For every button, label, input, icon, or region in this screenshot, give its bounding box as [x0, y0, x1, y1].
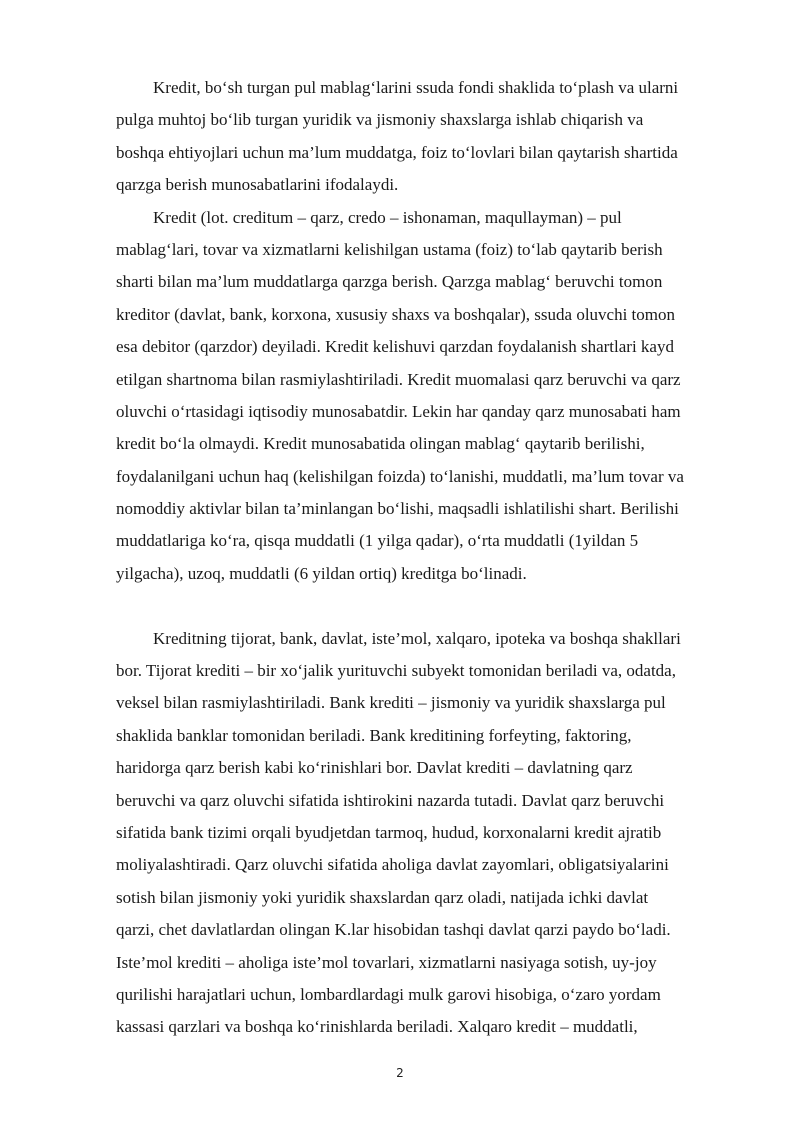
text-line: etilgan shartnoma bilan rasmiylashtiriladi. Kredit muomalasi qarz beruvchi va qarz — [116, 369, 681, 389]
document-body — [116, 72, 754, 1044]
text-line: Kreditning tijorat, bank, davlat, iste’mol, xalqaro, ipoteka va boshqa shakllari — [153, 628, 681, 648]
text-line: Iste’mol krediti – aholiga iste’mol tovarlari, xizmatlarni nasiyaga sotish, uy-joy — [116, 952, 657, 972]
text-line: Kredit (lot. creditum – qarz, credo – ishonaman, maqullayman) – pul — [153, 207, 622, 227]
text-line: qurilishi harajatlari uchun, lombardlardagi mulk garovi hisobiga, o‘zaro yordam — [116, 984, 661, 1004]
text-line: Kredit, bo‘sh turgan pul mablag‘larini ssuda fondi shaklida to‘plash va ularni — [153, 78, 679, 97]
text-line: qarzi, chet davlatlardan olingan K.lar hisobidan tashqi davlat qarzi paydo bo‘ladi. — [116, 920, 671, 940]
text-line: kredit bo‘la olmaydi. Kredit munosabatida olingan mablag‘ qaytarib berilishi, — [116, 434, 645, 454]
page-number: 2 — [396, 1066, 404, 1080]
text-line: sotish bilan jismoniy yoki yuridik shaxslardan qarz oladi, natijada ichki davlat — [116, 887, 649, 907]
text-line: qarzga berish munosabatlarini ifodalaydi. — [116, 175, 399, 195]
text-line: nomoddiy aktivlar bilan ta’minlangan bo‘lishi, maqsadli ishlatilishi shart. Berilishi — [116, 499, 679, 519]
paragraph-credit-etymology — [116, 202, 754, 591]
text-line: kreditor (davlat, bank, korxona, xususiy shaxs va boshqalar), ssuda oluvchi tomon — [116, 304, 676, 324]
text-line: mablag‘lari, tovar va xizmatlarni kelishilgan ustama (foiz) to‘lab qaytarib berish — [116, 239, 663, 259]
text-line: oluvchi o‘rtasidagi iqtisodiy munosabatdir. Lekin har qanday qarz munosabati ham — [116, 401, 681, 421]
text-line: shaklida banklar tomonidan beriladi. Bank kreditining forfeyting, faktoring, — [116, 725, 632, 745]
text-line: veksel bilan rasmiylashtiriladi. Bank krediti – jismoniy va yuridik shaxslarga pul — [116, 693, 666, 713]
text-line: bor. Tijorat krediti – bir xo‘jalik yurituvchi subyekt tomonidan beriladi va, odatda, — [116, 661, 676, 681]
text-line: esa debitor (qarzdor) deyiladi. Kredit kelishuvi qarzdan foydalanish shartlari kayd — [116, 337, 674, 357]
text-line: kassasi qarzlari va boshqa ko‘rinishlarda beriladi. Xalqaro kredit – muddatli, — [116, 1017, 638, 1037]
text-line: foydalanilgani uchun haq (kelishilgan foizda) to‘lanishi, muddatli, ma’lum tovar va — [116, 466, 684, 486]
paragraph-spacer — [116, 590, 754, 622]
paragraph-credit-definition — [116, 72, 754, 202]
paragraph-credit-forms — [116, 623, 754, 1044]
text-line: haridorga qarz berish kabi ko‘rinishlari bor. Davlat krediti – davlatning qarz — [116, 758, 633, 778]
text-line: boshqa ehtiyojlari uchun ma’lum muddatga, foiz to‘lovlari bilan qaytarish shartida — [116, 142, 678, 162]
text-line: sharti bilan ma’lum muddatlarga qarzga berish. Qarzga mablag‘ beruvchi tomon — [116, 272, 663, 292]
text-line: pulga muhtoj bo‘lib turgan yuridik va jismoniy shaxslarga ishlab chiqarish va — [116, 110, 644, 130]
text-line: moliyalashtiradi. Qarz oluvchi sifatida aholiga davlat zayomlari, obligatsiyalarini — [116, 855, 669, 875]
text-line: beruvchi va qarz oluvchi sifatida ishtirokini nazarda tutadi. Davlat qarz beruvchi — [116, 790, 665, 810]
text-line: muddatlariga ko‘ra, qisqa muddatli (1 yilga qadar), o‘rta muddatli (1yildan 5 — [116, 531, 639, 551]
text-line: yilgacha), uzoq, muddatli (6 yildan ortiq) kreditga bo‘linadi. — [116, 563, 527, 583]
text-line: sifatida bank tizimi orqali byudjetdan tarmoq, hudud, korxonalarni kredit ajratib — [116, 822, 662, 842]
